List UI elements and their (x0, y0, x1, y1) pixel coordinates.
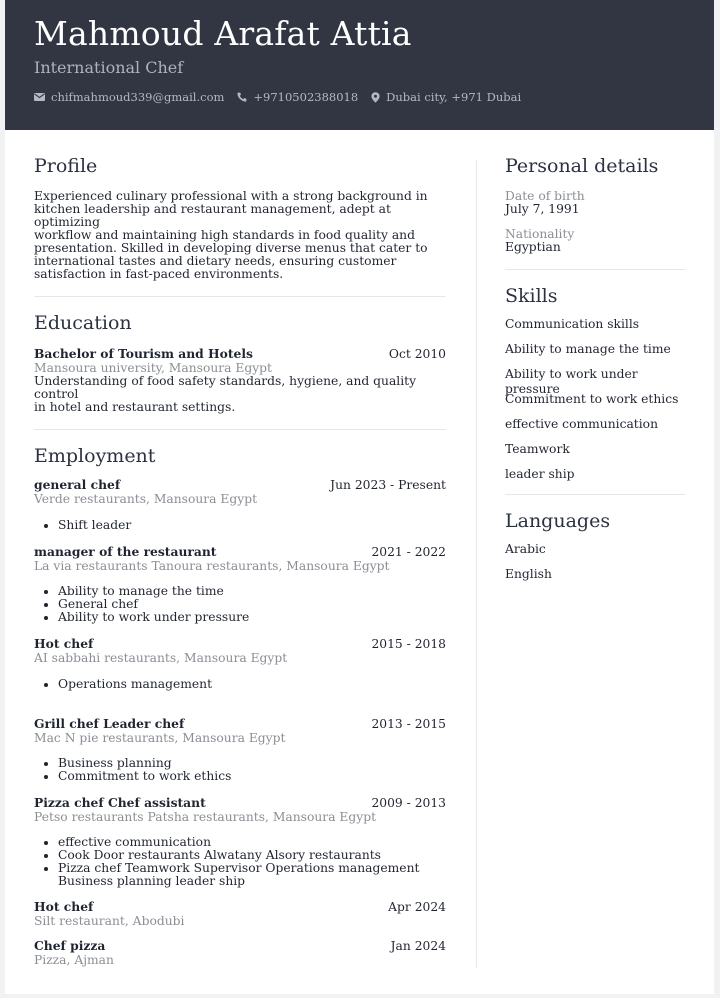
skill-item: Ability to manage the time (505, 342, 671, 356)
job-title-text: Hot chef (34, 899, 94, 914)
job-bullet: • Commitment to work ethics (58, 770, 446, 783)
job-bullets (34, 585, 446, 624)
job-entry (34, 716, 446, 783)
job-entry (34, 795, 446, 888)
job-bullet: • Business planning (58, 757, 446, 770)
nationality-label: Nationality (505, 227, 575, 241)
employment-section (34, 445, 446, 967)
contact-phone[interactable] (237, 90, 358, 104)
education-section (34, 312, 446, 414)
job-date: 2015 - 2018 (371, 637, 446, 651)
education-entry (34, 346, 446, 414)
job-bullet-line: Pizza chef Teamwork Supervisor Operations management (58, 861, 420, 875)
profile-line: satisfaction in fast-paced environments. (34, 267, 284, 281)
profile-summary (34, 190, 446, 281)
skills-heading: Skills (505, 285, 558, 307)
job-bullets (34, 757, 446, 783)
job-entry (34, 938, 446, 967)
profile-heading: Profile (34, 155, 98, 177)
profile-line: workflow and maintaining high standards in food quality and (34, 228, 415, 242)
job-title-text: general chef (34, 477, 121, 492)
skill-item: Ability to work under pressure (505, 367, 638, 396)
job-title-text: Pizza chef Chef assistant (34, 795, 206, 810)
job-company: Silt restaurant, Abodubi (34, 914, 185, 928)
email-text: chifmahmoud339@gmail.com (51, 90, 225, 104)
education-description (34, 375, 446, 414)
profile-line: international tastes and dietary needs, ensuring customer (34, 254, 397, 268)
degree-title: Bachelor of Tourism and Hotels (34, 346, 253, 361)
job-row (34, 938, 446, 953)
job-row (34, 544, 446, 559)
job-company: Pizza, Ajman (34, 953, 114, 967)
job-date: 2009 - 2013 (371, 796, 446, 810)
job-row (34, 795, 446, 810)
resume-header (5, 0, 714, 130)
job-date: Jun 2023 - Present (330, 478, 446, 492)
job-row (34, 636, 446, 651)
dob-label: Date of birth (505, 189, 585, 203)
job-date: Apr 2024 (388, 900, 446, 914)
section-divider (505, 494, 685, 495)
job-bullet: • General chef (58, 598, 446, 611)
profile-line: kitchen leadership and restaurant management, adept at optimizing (34, 202, 391, 229)
education-line: Understanding of food safety standards, hygiene, and quality control (34, 374, 417, 401)
profile-line: Experienced culinary professional with a strong background in (34, 189, 428, 203)
job-bullets (34, 678, 446, 691)
job-row (34, 716, 446, 731)
job-bullets (34, 836, 446, 888)
education-row (34, 346, 446, 361)
languages-section (505, 510, 685, 592)
languages-list (505, 542, 685, 592)
job-company: Petso restaurants Patsha restaurants, Mansoura Egypt (34, 810, 377, 824)
employment-heading: Employment (34, 445, 156, 467)
section-divider (34, 429, 446, 430)
contact-email[interactable] (34, 90, 224, 104)
job-title-text: Grill chef Leader chef (34, 716, 185, 731)
job-title-text: Chef pizza (34, 938, 106, 953)
job-entry (34, 899, 446, 928)
job-bullet: • Ability to work under pressure (58, 611, 446, 624)
language-item: English (505, 567, 552, 581)
job-entry (34, 544, 446, 624)
skill-item: leader ship (505, 467, 575, 481)
section-divider (34, 296, 446, 297)
profile-line: presentation. Skilled in developing diverse menus that cater to (34, 241, 428, 255)
envelope-icon (34, 93, 45, 101)
job-company: AI sabbahi restaurants, Mansoura Egypt (34, 651, 288, 665)
job-bullet-line: Business planning leader ship (58, 874, 246, 888)
contact-bar (34, 90, 534, 104)
sidebar-column (505, 155, 685, 592)
skill-item: Communication skills (505, 317, 640, 331)
personal-details-section (505, 155, 685, 254)
section-divider (505, 269, 685, 270)
column-divider (476, 160, 477, 968)
resume-page (5, 0, 714, 994)
job-bullet: • Operations management (58, 678, 446, 691)
job-bullet: • effective communication (58, 836, 446, 849)
job-title-text: Hot chef (34, 636, 94, 651)
job-title-text: manager of the restaurant (34, 544, 217, 559)
job-bullet: • Ability to manage the time (58, 585, 446, 598)
job-entry (34, 477, 446, 532)
language-item: Arabic (505, 542, 546, 556)
job-date: Jan 2024 (390, 939, 446, 953)
languages-heading: Languages (505, 510, 611, 532)
job-company: Mac N pie restaurants, Mansoura Egypt (34, 731, 286, 745)
job-row (34, 477, 446, 492)
skills-section (505, 285, 685, 492)
job-row (34, 899, 446, 914)
skill-item: effective communication (505, 417, 658, 431)
job-bullet: • Cook Door restaurants Alwatany Alsory restaurants (58, 849, 446, 862)
skill-item: Commitment to work ethics (505, 392, 679, 406)
skill-item: Teamwork (505, 442, 570, 456)
main-column (34, 155, 446, 967)
job-entry (34, 636, 446, 691)
job-date: 2013 - 2015 (371, 717, 446, 731)
job-date: 2021 - 2022 (371, 545, 446, 559)
education-heading: Education (34, 312, 132, 334)
nationality-value: Egyptian (505, 240, 561, 254)
contact-location (371, 90, 521, 104)
dob-value: July 7, 1991 (505, 202, 580, 216)
school-name: Mansoura university, Mansoura Egypt (34, 361, 272, 375)
personal-details-heading: Personal details (505, 155, 659, 177)
job-company: La via restaurants Tanoura restaurants, Mansoura Egypt (34, 559, 390, 573)
candidate-name: Mahmoud Arafat Attia (34, 14, 412, 53)
job-bullet: • Shift leader (58, 519, 446, 532)
job-title: International Chef (34, 58, 184, 77)
skills-list (505, 317, 685, 492)
phone-icon (237, 92, 247, 102)
phone-text: +9710502388018 (253, 90, 359, 104)
job-bullets (34, 519, 446, 532)
education-line: in hotel and restaurant settings. (34, 400, 236, 414)
location-text: Dubai city, +971 Dubai (386, 90, 522, 104)
job-company: Verde restaurants, Mansoura Egypt (34, 492, 258, 506)
job-bullet (58, 862, 446, 888)
education-date: Oct 2010 (388, 347, 446, 361)
profile-section (34, 155, 446, 281)
map-pin-icon (371, 92, 380, 103)
